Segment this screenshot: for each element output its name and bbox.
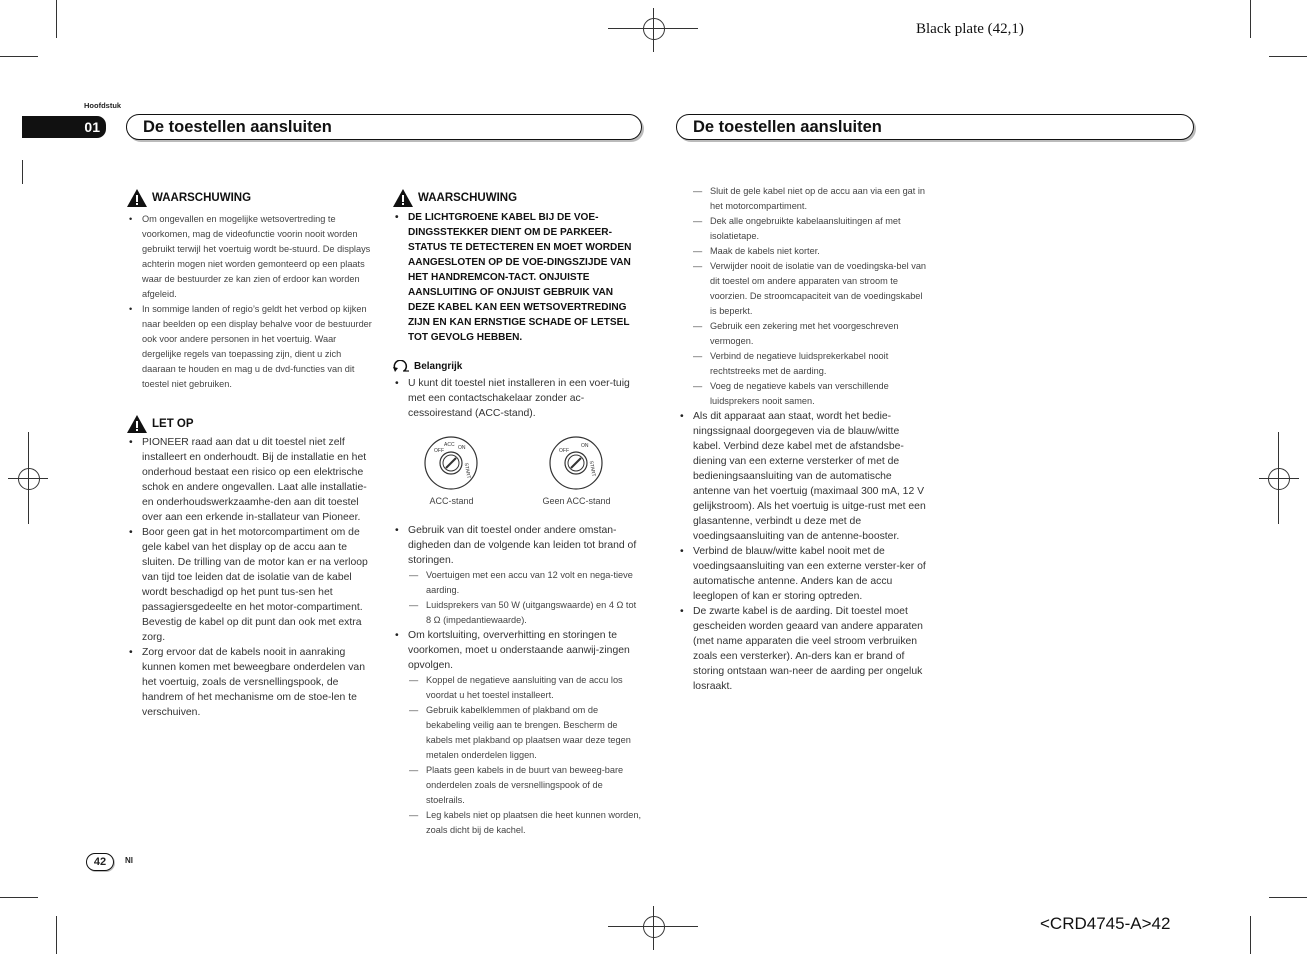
dash-item: — Leg kabels niet op plaatsen die heet kunnen worden, zoals dicht bij de kachel. xyxy=(409,808,642,838)
crop-mark xyxy=(1269,897,1307,898)
chapter-number: 01 xyxy=(22,116,106,138)
important-title: Belangrijk xyxy=(414,361,463,372)
ignition-label-start: START xyxy=(463,462,472,480)
crop-mark xyxy=(22,160,23,184)
crop-mark xyxy=(1250,916,1251,954)
list-item: • Als dit apparaat aan staat, wordt het bedie-ningssignaal doorgegeven via de blauw/witte kabel. Verbind deze kabel met de afstandsbe-diening van een externe versterker of met de bedieningsaansluiting van de automatische antenne van het voertuig (maximaal 300 mA, 12 V gelijkstroom). Als het voertuig is uitge-rust met een glasantenne, verbindt u deze met de voedingsaansluiting van de antenne-booster. xyxy=(677,409,929,544)
warning-heading xyxy=(392,188,642,208)
crop-mark xyxy=(0,897,38,898)
crop-mark xyxy=(56,916,57,954)
column-3 xyxy=(677,184,929,694)
ignition-switch-no-acc-illustration xyxy=(548,435,604,491)
list-item: • Gebruik van dit toestel onder andere omstan-digheden dan de volgende kan leiden tot brand of storingen. xyxy=(392,523,642,568)
warning-heading xyxy=(126,188,376,208)
important-icon xyxy=(392,360,410,374)
crop-mark xyxy=(56,0,57,38)
dash-item: — Dek alle ongebruikte kabelaansluitingen af met isolatietape. xyxy=(693,214,929,244)
dash-item: — Luidsprekers van 50 W (uitgangswaarde) en 4 Ω tot 8 Ω (impedantiewaarde). xyxy=(409,598,642,628)
ignition-switch-acc-illustration xyxy=(423,435,479,491)
column-2 xyxy=(392,188,642,838)
caution-heading xyxy=(126,414,376,434)
dash-item: — Gebruik kabelklemmen of plakband om de bekabeling veilig aan te brengen. Bescherm de kabels met plakband op plaatsen waar deze tegen metalen onderdelen liggen. xyxy=(409,703,642,763)
ignition-label-start: START xyxy=(588,460,597,478)
section-title-left: De toestellen aansluiten xyxy=(126,114,642,140)
ignition-label-acc: ACC xyxy=(444,442,456,448)
warning-title: WAARSCHUWING xyxy=(152,191,252,204)
page-number: 42 xyxy=(86,853,114,871)
list-item: • Zorg ervoor dat de kabels nooit in aanraking kunnen komen met beweegbare onderdelen van het voertuig, zoals de versnellingspook, de handrem of het mechanisme om de stoe-len te verschuiven. xyxy=(126,645,376,720)
registration-mark xyxy=(643,18,665,40)
crop-mark xyxy=(1269,56,1307,57)
language-code: Nl xyxy=(125,856,133,865)
list-item: • Verbind de blauw/witte kabel nooit met de voedingsaansluiting van een externe verster-ker of automatische antenne. Anders kan de accu leeglopen of kan er storing optreden. xyxy=(677,544,929,604)
column-1 xyxy=(126,188,376,720)
ignition-figures xyxy=(392,435,642,509)
dash-item: — Gebruik een zekering met het voorgeschreven vermogen. xyxy=(693,319,929,349)
figure-caption: ACC-stand xyxy=(429,496,474,506)
figure-acc xyxy=(423,435,479,509)
list-item: • U kunt dit toestel niet installeren in een voer-tuig met een contactschakelaar zonder ac-cessoirestand (ACC-stand). xyxy=(392,376,642,421)
dash-item: — Koppel de negatieve aansluiting van de accu los voordat u het toestel installeert. xyxy=(409,673,642,703)
registration-mark xyxy=(18,468,40,490)
crop-mark xyxy=(0,56,38,57)
registration-mark xyxy=(643,916,665,938)
caution-triangle-icon xyxy=(126,414,148,434)
registration-mark xyxy=(1268,468,1290,490)
ignition-label-on: ON xyxy=(581,443,589,449)
section-title-right: De toestellen aansluiten xyxy=(676,114,1194,140)
dash-item: — Sluit de gele kabel niet op de accu aan via een gat in het motorcompartiment. xyxy=(693,184,929,214)
list-item: • PIONEER raad aan dat u dit toestel niet zelf installeert en onderhoudt. Bij de installatie en het onderhoud bestaat een risico op een elektrische schok en andere ongevallen. Laat alle installatie- en onderhoudswerkzaamhe-den aan dit toestel over aan een erkende in-stallateur van Pioneer. xyxy=(126,435,376,525)
dash-item: — Verwijder nooit de isolatie van de voedingska-bel van dit toestel om andere apparaten van stroom te voorzien. De stroomcapaciteit van de voedingskabel is beperkt. xyxy=(693,259,929,319)
dash-item: — Voeg de negatieve kabels van verschillende luidsprekers nooit samen. xyxy=(693,379,929,409)
figure-no-acc xyxy=(542,435,610,509)
warning-title: WAARSCHUWING xyxy=(418,191,518,204)
dash-item: — Maak de kabels niet korter. xyxy=(693,244,929,259)
figure-caption: Geen ACC-stand xyxy=(542,496,611,506)
crop-mark xyxy=(1250,0,1251,38)
important-heading xyxy=(392,359,642,374)
caution-title: LET OP xyxy=(152,417,194,430)
warning-triangle-icon xyxy=(392,188,414,208)
dash-item: — Plaats geen kabels in de buurt van beweeg-bare onderdelen zoals de versnellingspook of de stoelrails. xyxy=(409,763,642,808)
ignition-label-off: OFF xyxy=(559,448,570,454)
warning-text: • DE LICHTGROENE KABEL BIJ DE VOE-DINGSSTEKKER DIENT OM DE PARKEER-STATUS TE DETECTEREN EN MOET WORDEN AANGESLOTEN OP DE VOE-DINGSZIJDE VAN HET HANDREMCON-TACT. ONJUISTE AANSLUITING OF ONJUIST GEBRUIK VAN DEZE KABEL KAN EEN WETSOVERTREDING ZIJN EN KAN ERNSTIGE SCHADE OF LETSEL TOT GEVOLG HEBBEN. xyxy=(392,210,642,345)
list-item: • Om ongevallen en mogelijke wetsovertreding te voorkomen, mag de videofunctie voorin nooit worden gebruikt terwijl het voertuig wordt be-stuurd. De displays achterin mogen niet worden gemonteerd op een plaats waar de bestuurder ze kan zien of erdoor kan worden afgeleid. xyxy=(126,212,376,302)
list-item: • De zwarte kabel is de aarding. Dit toestel moet gescheiden worden geaard van andere apparaten (met name apparaten die veel stroom verbruiken zoals een versterker). An-ders kan er brand of storing ontstaan wan-neer de aarding per ongeluk losraakt. xyxy=(677,604,929,694)
plate-label: Black plate (42,1) xyxy=(916,21,1024,37)
chapter-label: Hoofdstuk xyxy=(84,101,122,110)
ignition-label-off: OFF xyxy=(434,448,445,454)
dash-item: — Verbind de negatieve luidsprekerkabel nooit rechtstreeks met de aarding. xyxy=(693,349,929,379)
list-item: • Om kortsluiting, oververhitting en storingen te voorkomen, moet u onderstaande aanwij-zingen opvolgen. xyxy=(392,628,642,673)
warning-triangle-icon xyxy=(126,188,148,208)
document-code: <CRD4745-A>42 xyxy=(1040,914,1171,933)
ignition-label-on: ON xyxy=(458,445,466,451)
dash-item: — Voertuigen met een accu van 12 volt en nega-tieve aarding. xyxy=(409,568,642,598)
list-item: • In sommige landen of regio’s geldt het verbod op kijken naar beelden op een display behalve voor de bestuurder ook voor andere personen in het voertuig. Waar dergelijke regels van toepassing zijn, dient u zich daaraan te houden en mag u de dvd-functies van dit toestel niet gebruiken. xyxy=(126,302,376,392)
list-item: • Boor geen gat in het motorcompartiment om de gele kabel van het display op de accu aan te sluiten. De trilling van de motor kan er na verloop van tijd toe leiden dat de isolatie van de kabel wordt beschadigd op het punt tus-sen het passagiersgedeelte en het motor-compartiment. Bevestig de kabel op dit punt dan ook met extra zorg. xyxy=(126,525,376,645)
